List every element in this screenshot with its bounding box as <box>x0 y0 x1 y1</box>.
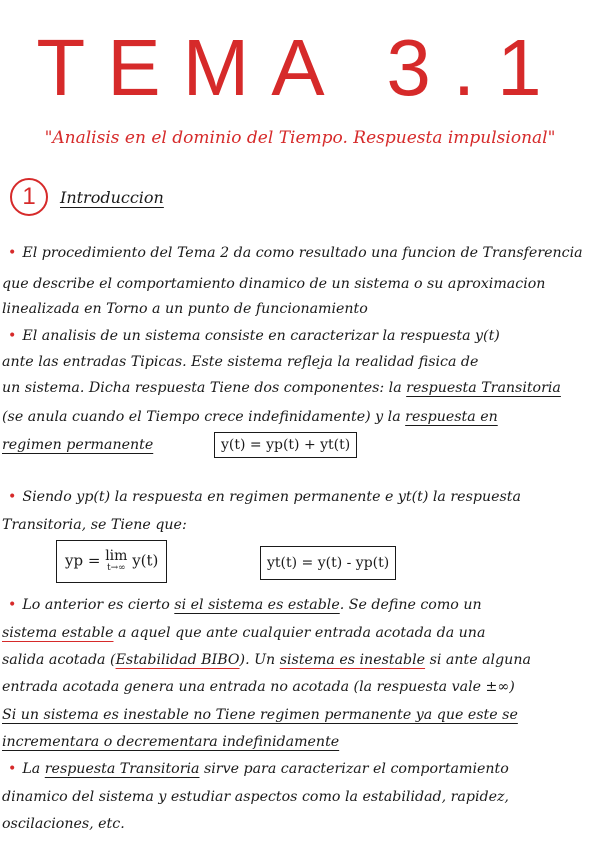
p2-line-4: (se anula cuando el Tiempo crece indefinidamente) y la respuesta en <box>2 409 498 425</box>
p1-line-2: que describe el comportamiento dinamico de un sistema o su aproximacion <box>2 276 546 292</box>
p2-line-2: ante las entradas Tipicas. Este sistema refleja la realidad fisica de <box>2 354 479 370</box>
p2-line-1: • El analisis de un sistema consiste en caracterizar la respuesta y(t) <box>8 328 500 344</box>
section-number-badge: 1 <box>10 178 48 216</box>
p5-line-2: dinamico del sistema y estudiar aspectos como la estabilidad, rapidez, <box>2 789 509 805</box>
p4-line-6: incrementara o decrementara indefinidamente <box>2 734 340 750</box>
limit-operator: lim t→∞ <box>105 548 128 574</box>
bullet-icon: • <box>8 597 17 613</box>
equation-box-transient: yt(t) = y(t) - yp(t) <box>260 546 396 580</box>
p4-line-3: salida acotada (Estabilidad BIBO). Un sistema es inestable si ante alguna <box>2 652 531 668</box>
equation-box-total: y(t) = yp(t) + yt(t) <box>214 432 357 458</box>
p1-line-3: linealizada en Torno a un punto de funcionamiento <box>2 301 368 317</box>
p3-line-2: Transitoria, se Tiene que: <box>2 517 187 533</box>
section-heading: Introduccion <box>60 188 164 207</box>
page-subtitle: "Analisis en el dominio del Tiempo. Respuesta impulsional" <box>44 128 556 148</box>
p5-line-1: • La respuesta Transitoria sirve para caracterizar el comportamiento <box>8 761 509 777</box>
p4-line-1: • Lo anterior es cierto si el sistema es estable. Se define como un <box>8 597 482 613</box>
p4-line-2: sistema estable a aquel que ante cualquier entrada acotada da una <box>2 625 486 641</box>
page-title: TEMA 3.1 <box>36 23 564 112</box>
equation-box-steady-state: yp = lim t→∞ y(t) <box>56 540 167 583</box>
bullet-icon: • <box>8 761 17 777</box>
bullet-icon: • <box>8 489 17 505</box>
p5-line-3: oscilaciones, etc. <box>2 816 125 832</box>
p4-line-5: Si un sistema es inestable no Tiene regimen permanente ya que este se <box>2 707 518 723</box>
p4-line-4: entrada acotada genera una entrada no acotada (la respuesta vale ±∞) <box>2 679 515 695</box>
bullet-icon: • <box>8 328 17 344</box>
p2-line-5: regimen permanente <box>2 437 154 453</box>
p3-line-1: • Siendo yp(t) la respuesta en regimen permanente e yt(t) la respuesta <box>8 489 521 505</box>
bullet-icon: • <box>8 245 17 261</box>
p1-line-1: • El procedimiento del Tema 2 da como resultado una funcion de Transferencia <box>8 245 583 261</box>
p2-line-3: un sistema. Dicha respuesta Tiene dos componentes: la respuesta Transitoria <box>2 380 561 396</box>
